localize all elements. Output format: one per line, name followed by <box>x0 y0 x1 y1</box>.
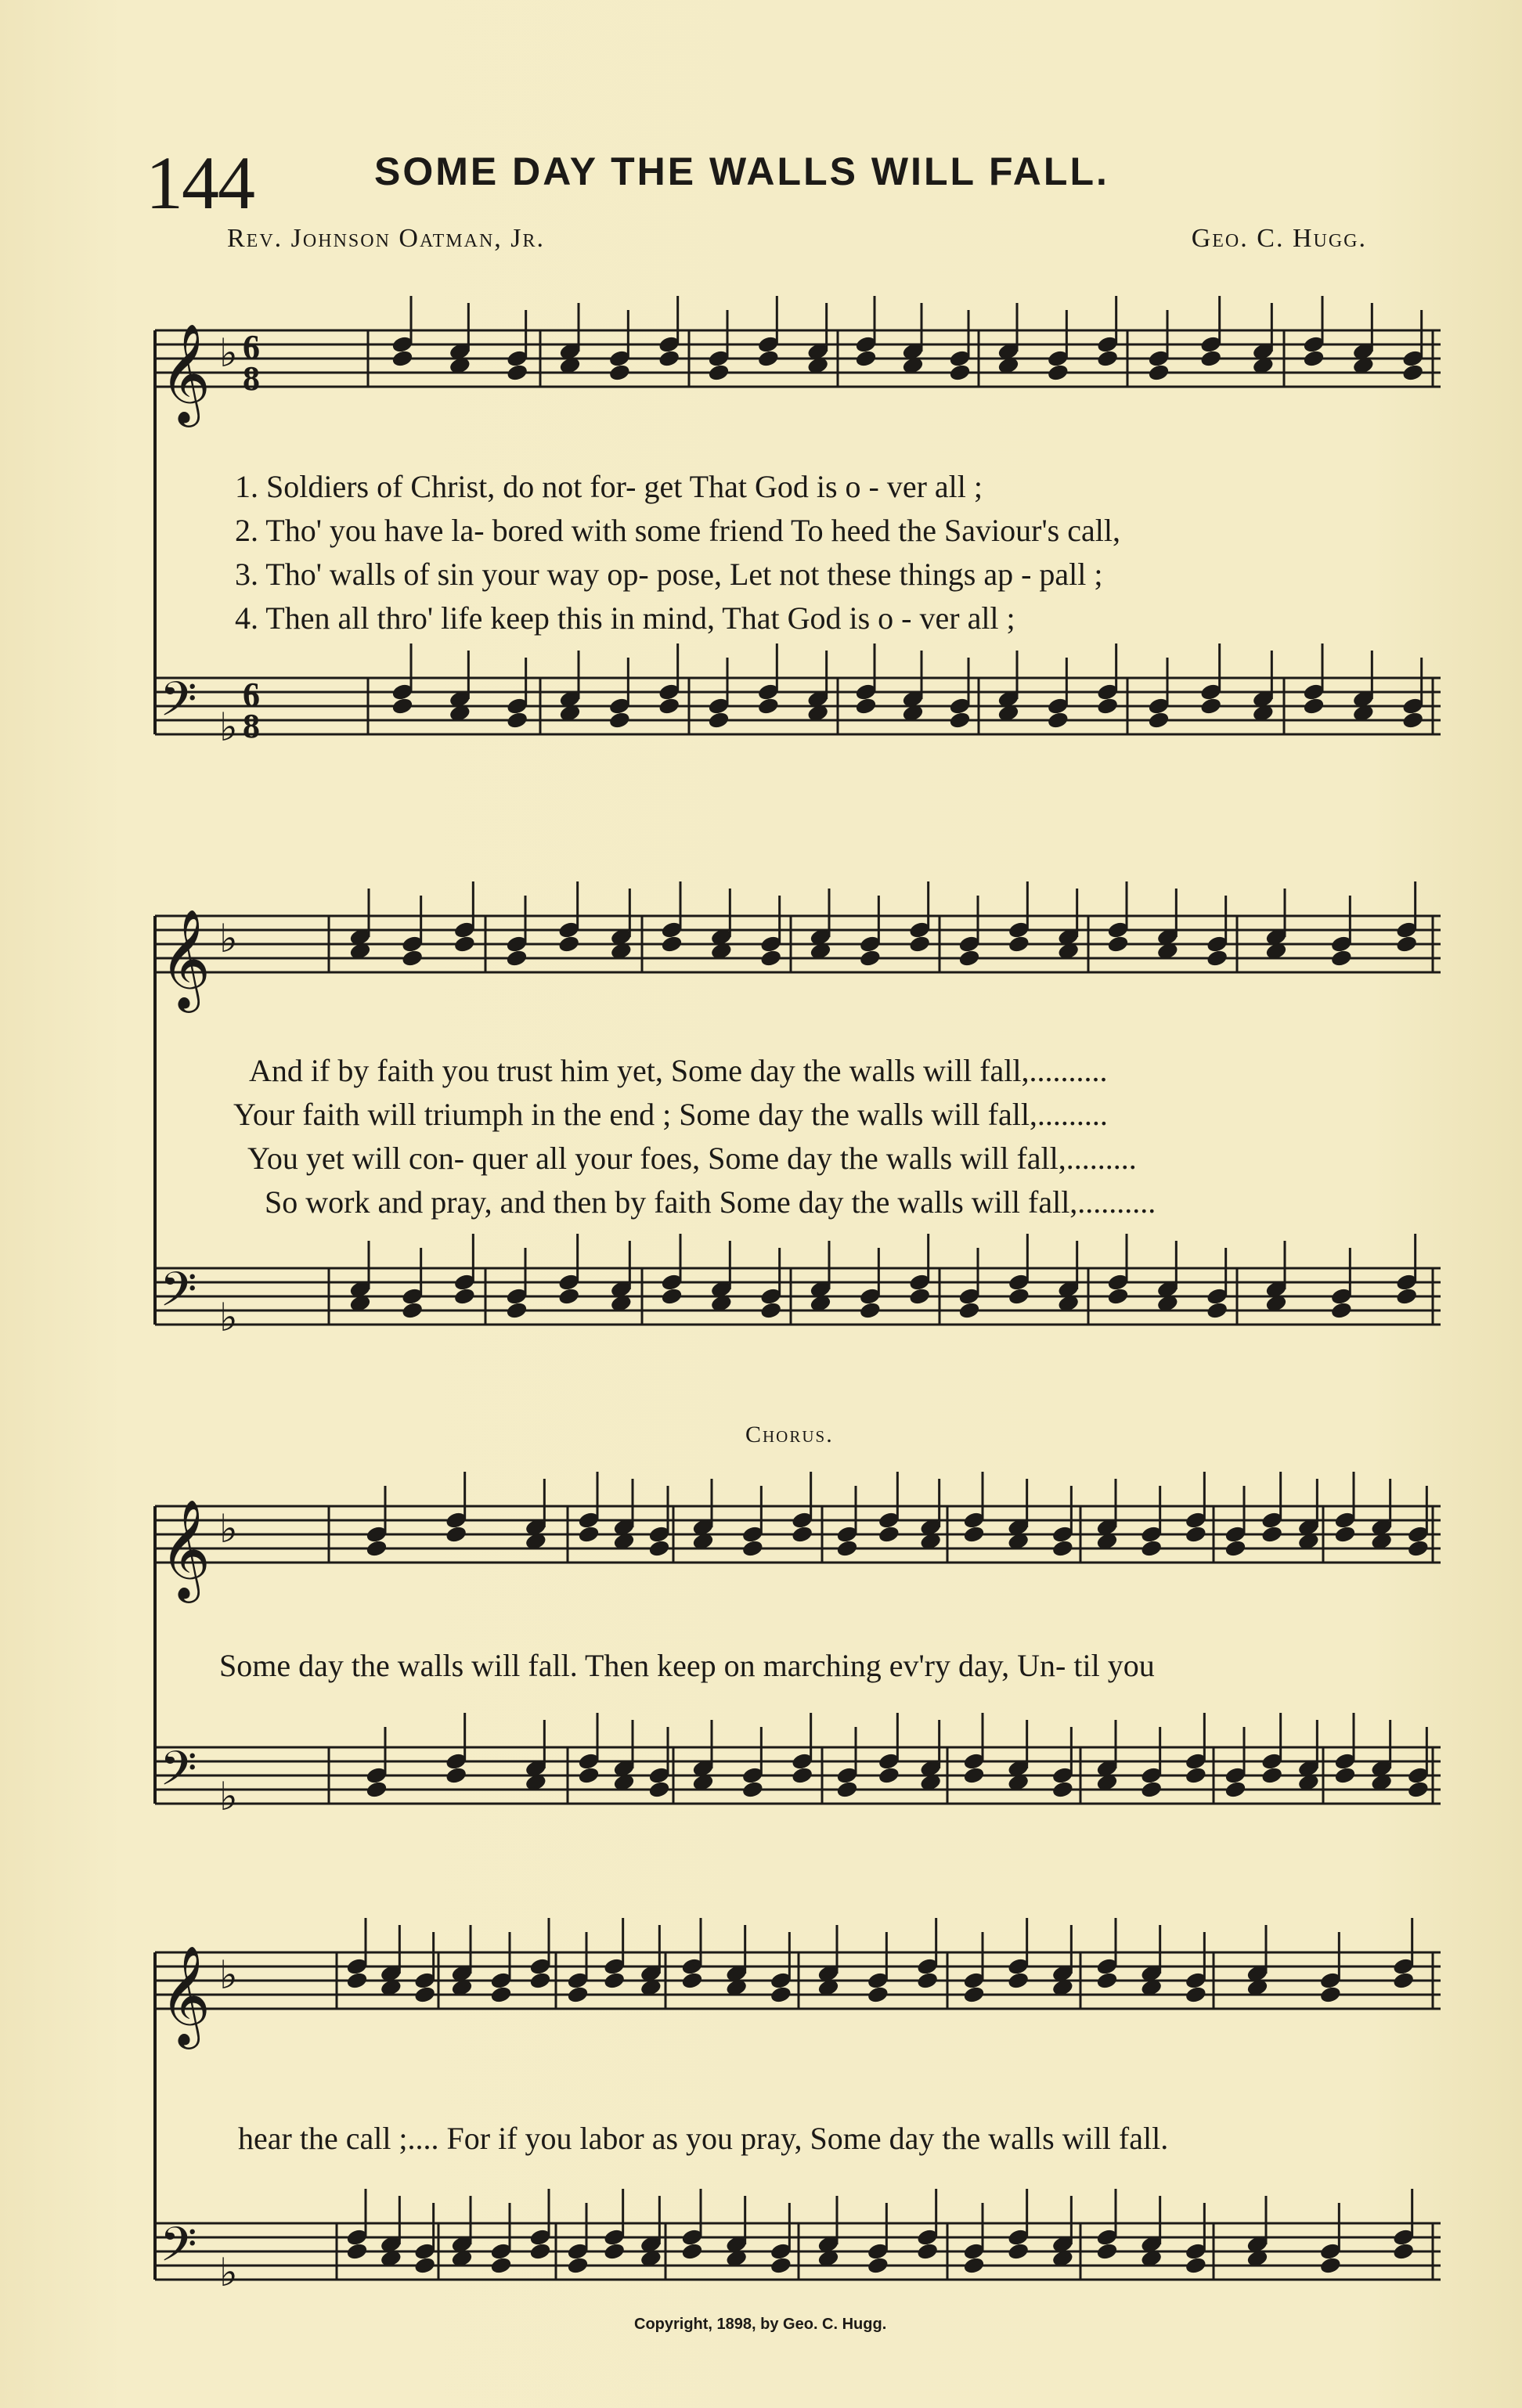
note-head <box>909 935 931 953</box>
note-head <box>741 1780 763 1798</box>
note-head <box>1396 935 1418 953</box>
note-head <box>760 1301 782 1319</box>
hymn-number: 144 <box>146 141 254 225</box>
note-head <box>453 1287 475 1305</box>
verse-1-line-b: And if by faith you trust him yet, Some day the walls will fall,.......... <box>249 1053 1108 1088</box>
note-head <box>867 1985 889 2003</box>
verse-2-line-b: Your faith will triumph in the end ; Some day the walls will fall,......... <box>233 1097 1108 1132</box>
note-head <box>1096 2242 1118 2260</box>
note-head <box>658 349 680 367</box>
note-head <box>878 1525 900 1543</box>
note-head <box>445 1525 467 1543</box>
treble-clef-icon: 𝄞 <box>160 1945 211 2045</box>
bass-clef-icon: 𝄢 <box>160 2217 197 2284</box>
note-head <box>402 949 424 967</box>
verse-3-line-a: 3. Tho' walls of sin your way op- pose, Let not these things ap - pall ; <box>235 557 1103 592</box>
note-head <box>1396 1287 1418 1305</box>
note-head <box>878 1766 900 1784</box>
note-head <box>963 1985 985 2003</box>
note-head <box>529 1971 551 1989</box>
note-head <box>770 1985 792 2003</box>
note-head <box>490 1985 512 2003</box>
verse-3-line-b: You yet will con- quer all your foes, Some day the walls will fall,......... <box>247 1141 1137 1176</box>
note-head <box>1303 697 1325 715</box>
note-head <box>1096 1971 1118 1989</box>
note-head <box>949 363 971 381</box>
note-head <box>1141 1780 1163 1798</box>
note-head <box>1402 363 1424 381</box>
note-head <box>760 949 782 967</box>
note-head <box>949 711 971 729</box>
chorus-line-1: Some day the walls will fall. Then keep on marching ev'ry day, Un- til you <box>219 1648 1155 1683</box>
verse-2-line-a: 2. Tho' you have la- bored with some friend To heed the Saviour's call, <box>235 513 1120 548</box>
note-head <box>909 1287 931 1305</box>
note-head <box>1393 2242 1415 2260</box>
note-head <box>1330 949 1352 967</box>
flat-icon: ♭ <box>219 1775 238 1819</box>
treble-clef-icon: 𝄞 <box>160 323 211 423</box>
note-head <box>366 1780 388 1798</box>
note-head <box>792 1766 813 1784</box>
note-head <box>963 2256 985 2274</box>
note-head <box>1097 349 1119 367</box>
note-head <box>1224 1539 1246 1557</box>
note-head <box>506 1301 528 1319</box>
verse-4-line-a: 4. Then all thro' life keep this in mind, That God is o - ver all ; <box>235 600 1015 636</box>
flat-icon: ♭ <box>219 1953 238 1997</box>
note-head <box>1148 711 1170 729</box>
note-head <box>958 1301 980 1319</box>
chorus-line-2: hear the call ;.... For if you labor as you pray, Some day the walls will fall. <box>238 2121 1169 2156</box>
note-head <box>681 2242 703 2260</box>
note-head <box>917 2242 939 2260</box>
note-head <box>558 1287 580 1305</box>
note-head <box>1334 1525 1356 1543</box>
note-head <box>578 1525 600 1543</box>
note-head <box>567 2256 589 2274</box>
note-head <box>648 1780 670 1798</box>
note-head <box>1261 1766 1283 1784</box>
note-head <box>1261 1525 1283 1543</box>
note-head <box>1330 1301 1352 1319</box>
note-head <box>1008 1971 1030 1989</box>
note-head <box>1402 711 1424 729</box>
note-head <box>1319 2256 1341 2274</box>
note-head <box>1303 349 1325 367</box>
note-head <box>1141 1539 1163 1557</box>
note-head <box>658 697 680 715</box>
note-head <box>836 1780 858 1798</box>
note-head <box>958 949 980 967</box>
note-head <box>1008 935 1030 953</box>
copyright-notice: Copyright, 1898, by Geo. C. Hugg. <box>634 2316 887 2333</box>
note-head <box>757 697 779 715</box>
note-head <box>346 2242 368 2260</box>
note-head <box>391 349 413 367</box>
note-head <box>661 935 683 953</box>
note-head <box>453 935 475 953</box>
note-head <box>708 363 730 381</box>
flat-icon: ♭ <box>219 2251 238 2294</box>
flat-icon: ♭ <box>219 1296 238 1339</box>
note-head <box>963 1766 985 1784</box>
note-head <box>1047 711 1069 729</box>
flat-icon: ♭ <box>219 1507 238 1551</box>
note-head <box>506 949 528 967</box>
note-head <box>963 1525 985 1543</box>
note-head <box>859 1301 881 1319</box>
note-head <box>604 2242 626 2260</box>
note-head <box>1224 1780 1246 1798</box>
note-head <box>1107 935 1129 953</box>
note-head <box>836 1539 858 1557</box>
note-head <box>855 349 877 367</box>
note-head <box>917 1971 939 1989</box>
flat-icon: ♭ <box>219 705 238 749</box>
treble-clef-icon: 𝄞 <box>160 1498 211 1599</box>
flat-icon: ♭ <box>219 331 238 375</box>
note-head <box>1051 1539 1073 1557</box>
lyricist-credit: Rev. Johnson Oatman, Jr. <box>227 224 546 253</box>
note-head <box>1008 1287 1030 1305</box>
time-signature-top: 6 <box>243 328 260 366</box>
note-head <box>1008 2242 1030 2260</box>
note-head <box>1185 1525 1206 1543</box>
note-head <box>1393 1971 1415 1989</box>
note-head <box>1185 2256 1206 2274</box>
note-head <box>648 1539 670 1557</box>
note-head <box>792 1525 813 1543</box>
note-head <box>1206 949 1228 967</box>
treble-clef-icon: 𝄞 <box>160 908 211 1008</box>
note-head <box>558 935 580 953</box>
note-head <box>608 363 630 381</box>
note-head <box>507 363 528 381</box>
note-head <box>770 2256 792 2274</box>
note-head <box>859 949 881 967</box>
note-head <box>604 1971 626 1989</box>
time-signature-top: 6 <box>243 676 260 714</box>
note-head <box>529 2242 551 2260</box>
hymn-title: SOME DAY THE WALLS WILL FALL. <box>374 150 1109 193</box>
bass-clef-icon: 𝄢 <box>160 672 197 739</box>
bass-clef-icon: 𝄢 <box>160 1741 197 1808</box>
note-head <box>1206 1301 1228 1319</box>
time-signature-bottom: 8 <box>243 707 260 745</box>
note-head <box>1107 1287 1129 1305</box>
note-head <box>1097 697 1119 715</box>
flat-icon: ♭ <box>219 917 238 961</box>
note-head <box>1185 1766 1206 1784</box>
note-head <box>414 2256 436 2274</box>
note-head <box>402 1301 424 1319</box>
note-head <box>567 1985 589 2003</box>
note-head <box>1407 1780 1429 1798</box>
note-head <box>507 711 528 729</box>
note-head <box>867 2256 889 2274</box>
note-head <box>1148 363 1170 381</box>
note-head <box>757 349 779 367</box>
verse-1-line-a: 1. Soldiers of Christ, do not for- get That God is o - ver all ; <box>235 469 983 504</box>
note-head <box>578 1766 600 1784</box>
note-head <box>855 697 877 715</box>
bass-clef-icon: 𝄢 <box>160 1262 197 1329</box>
note-head <box>366 1539 388 1557</box>
note-head <box>1407 1539 1429 1557</box>
note-head <box>445 1766 467 1784</box>
note-head <box>1047 363 1069 381</box>
note-head <box>1051 1780 1073 1798</box>
note-head <box>1334 1766 1356 1784</box>
composer-credit: Geo. C. Hugg. <box>1191 224 1367 253</box>
note-head <box>1200 697 1222 715</box>
note-head <box>391 697 413 715</box>
chorus-label: Chorus. <box>745 1422 834 1447</box>
note-head <box>741 1539 763 1557</box>
verse-4-line-b: So work and pray, and then by faith Some day the walls will fall,.......... <box>265 1184 1156 1220</box>
note-head <box>346 1971 368 1989</box>
note-head <box>1185 1985 1206 2003</box>
note-head <box>1200 349 1222 367</box>
note-head <box>608 711 630 729</box>
note-head <box>490 2256 512 2274</box>
note-head <box>681 1971 703 1989</box>
note-head <box>661 1287 683 1305</box>
note-head <box>1319 1985 1341 2003</box>
time-signature-bottom: 8 <box>243 359 260 398</box>
note-head <box>708 711 730 729</box>
note-head <box>414 1985 436 2003</box>
